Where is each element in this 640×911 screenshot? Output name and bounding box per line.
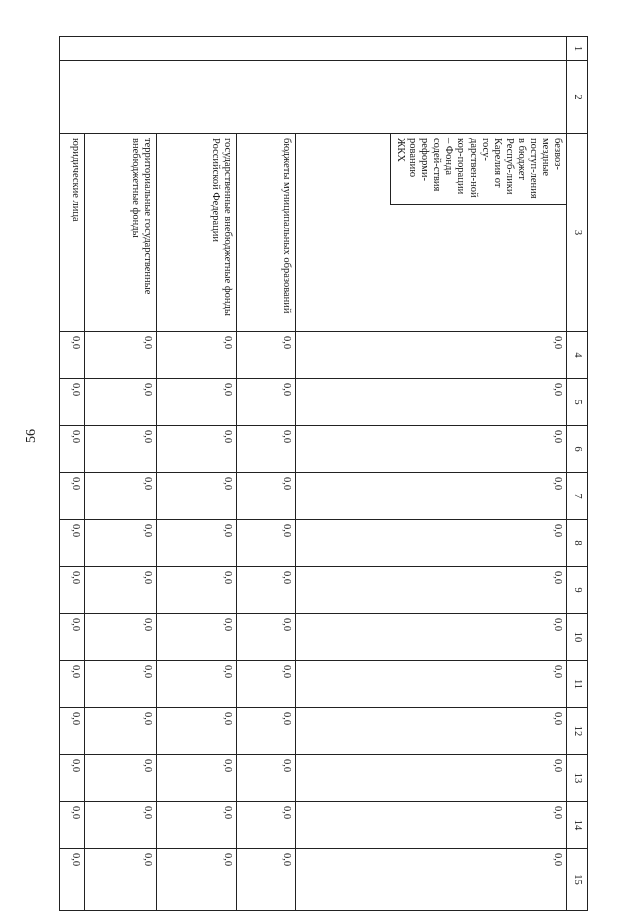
value-cell: 0,0: [85, 708, 157, 755]
value-cell: 0,0: [60, 614, 85, 661]
column-header: 11: [567, 661, 588, 708]
value-cell: 0,0: [156, 661, 236, 708]
value-cell: 0,0: [236, 379, 295, 426]
page-number: 56: [24, 429, 39, 443]
value-cell: 0,0: [85, 802, 157, 849]
value-cell: 0,0: [85, 567, 157, 614]
value-cell: 0,0: [295, 567, 566, 614]
value-cell: 0,0: [156, 426, 236, 473]
value-cell: 0,0: [85, 661, 157, 708]
row-label: юридические лица: [60, 134, 85, 332]
value-cell: 0,0: [295, 802, 566, 849]
value-cell: 0,0: [295, 708, 566, 755]
value-cell: 0,0: [60, 567, 85, 614]
value-cell: 0,0: [60, 849, 85, 911]
value-cell: 0,0: [295, 614, 566, 661]
table-row: [236, 37, 295, 911]
value-cell: 0,0: [295, 426, 566, 473]
row-label: бюджеты муниципальных образований: [236, 134, 295, 332]
value-cell: 0,0: [85, 473, 157, 520]
value-cell: 0,0: [295, 661, 566, 708]
column-header: 3: [567, 134, 588, 332]
value-cell: 0,0: [156, 802, 236, 849]
value-cell: 0,0: [85, 520, 157, 567]
value-cell: 0,0: [60, 332, 85, 379]
value-cell: 0,0: [85, 426, 157, 473]
value-cell: 0,0: [156, 567, 236, 614]
value-cell: 0,0: [156, 755, 236, 802]
value-cell: 0,0: [236, 708, 295, 755]
value-cell: 0,0: [295, 849, 566, 911]
value-cell: 0,0: [60, 520, 85, 567]
value-cell: 0,0: [156, 708, 236, 755]
value-cell: 0,0: [156, 849, 236, 911]
row-label: государственные внебюджетные фонды Российской Федерации: [156, 134, 236, 332]
value-cell: 0,0: [295, 332, 566, 379]
value-cell: 0,0: [85, 755, 157, 802]
value-cell: 0,0: [295, 379, 566, 426]
value-cell: 0,0: [236, 661, 295, 708]
column-header: 9: [567, 567, 588, 614]
column-header: 7: [567, 473, 588, 520]
data-table-rotated: [59, 36, 588, 885]
column-header: 10: [567, 614, 588, 661]
value-cell: 0,0: [156, 332, 236, 379]
value-cell: 0,0: [236, 520, 295, 567]
row-label: безвоз-мездные поступ-ления в бюджет Респуб-лики Карелия от госу-дарствен-ной кор-порации – Фонда содей-ствия реформи-рованию ЖКХ: [390, 134, 566, 205]
table-row: [295, 37, 566, 911]
value-cell: 0,0: [236, 473, 295, 520]
value-cell: 0,0: [60, 755, 85, 802]
value-cell: 0,0: [85, 379, 157, 426]
row-label-cell: [295, 134, 566, 332]
row-label: территориальные государственные внебюджетные фонды: [85, 134, 157, 332]
column-header: 2: [567, 61, 588, 134]
column-header: 12: [567, 708, 588, 755]
value-cell: 0,0: [236, 849, 295, 911]
value-cell: 0,0: [60, 379, 85, 426]
value-cell: 0,0: [60, 802, 85, 849]
value-cell: 0,0: [236, 567, 295, 614]
header-row: [567, 37, 588, 911]
value-cell: 0,0: [156, 473, 236, 520]
value-cell: 0,0: [156, 614, 236, 661]
value-cell: 0,0: [295, 520, 566, 567]
value-cell: 0,0: [60, 426, 85, 473]
table-row: [156, 37, 236, 911]
value-cell: 0,0: [85, 332, 157, 379]
value-cell: 0,0: [156, 379, 236, 426]
column-header: 8: [567, 520, 588, 567]
value-cell: 0,0: [156, 520, 236, 567]
column-header: 14: [567, 802, 588, 849]
column-header: 13: [567, 755, 588, 802]
column-header: 5: [567, 379, 588, 426]
table-row: [85, 37, 157, 911]
value-cell: 0,0: [60, 473, 85, 520]
cell-col2: [60, 61, 567, 134]
value-cell: 0,0: [236, 755, 295, 802]
table-row: [60, 37, 85, 911]
column-header: 15: [567, 849, 588, 911]
value-cell: 0,0: [60, 708, 85, 755]
column-header: 1: [567, 37, 588, 61]
cell-col1: [60, 37, 567, 61]
data-table: [59, 36, 588, 911]
value-cell: 0,0: [85, 849, 157, 911]
column-header: 4: [567, 332, 588, 379]
value-cell: 0,0: [236, 332, 295, 379]
column-header: 6: [567, 426, 588, 473]
value-cell: 0,0: [236, 426, 295, 473]
value-cell: 0,0: [295, 755, 566, 802]
value-cell: 0,0: [236, 614, 295, 661]
value-cell: 0,0: [236, 802, 295, 849]
value-cell: 0,0: [85, 614, 157, 661]
value-cell: 0,0: [295, 473, 566, 520]
value-cell: 0,0: [60, 661, 85, 708]
